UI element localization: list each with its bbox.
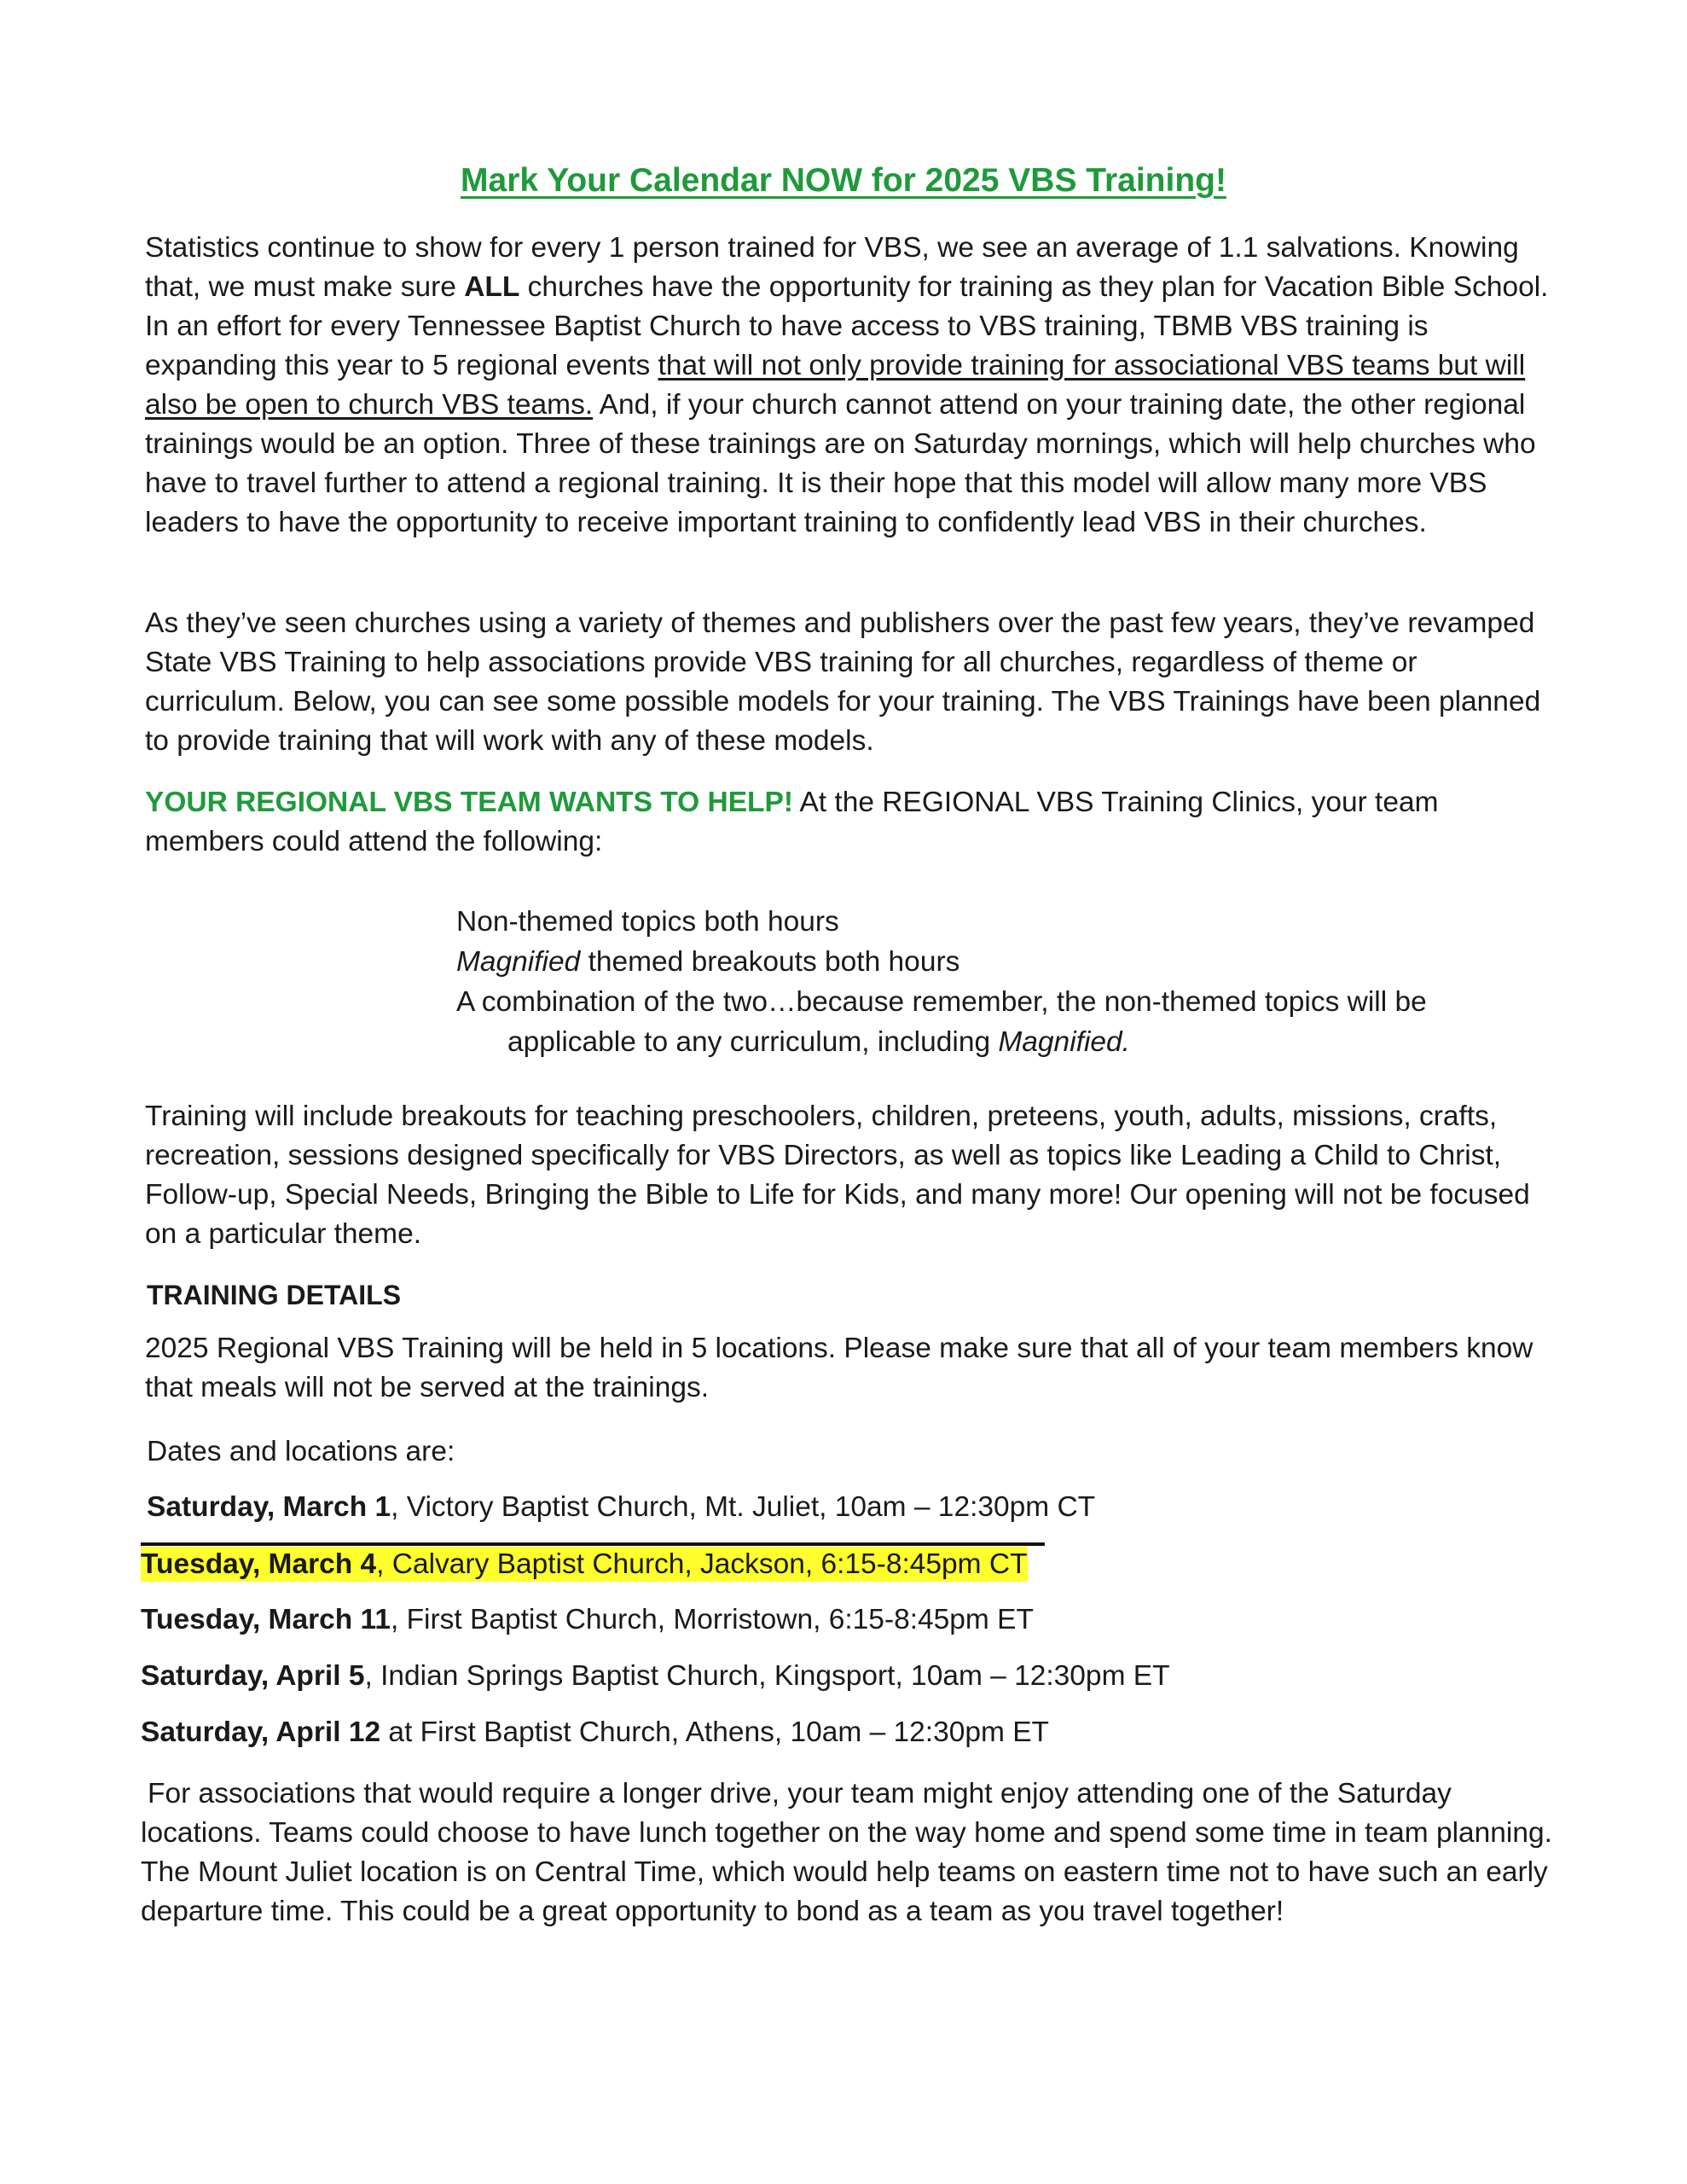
option-item-continued	[456, 1022, 1591, 1062]
event-row-highlighted	[141, 1548, 1028, 1581]
event-location: , Calvary Baptist Church, Jackson, 6:15-8:45pm CT	[376, 1548, 1028, 1580]
option-item: A combination of the two…because remember, the non-themed topics will be	[456, 986, 1427, 1018]
event-date: Tuesday, March 11	[141, 1604, 391, 1635]
team-help-heading: YOUR REGIONAL VBS TEAM WANTS TO HELP!	[145, 787, 793, 818]
themes-paragraph: As they’ve seen churches using a variety of themes and publishers over the past few years, they’ve revamped State VBS Training to help associations provide VBS training for all churches, regardless of theme or curriculum. Below, you can see some possible models for your training. The VBS Trainings have been planned to provide training that will work with any of these models.	[145, 607, 1541, 757]
intro-text-1: Statistics continue to show for every 1 person trained for VBS, we see an average of 1.1 salvations. Knowing that, we must make sure	[145, 232, 1519, 303]
event-row	[141, 1716, 1049, 1749]
intro-text-2: churches have the opportunity for training as they plan for Vacation Bible School. In an effort for every Tennessee Baptist Church to have access to VBS training, TBMB VBS training is expanding this year to 5 regional events	[145, 271, 1549, 381]
event-location: , Victory Baptist Church, Mt. Juliet, 10am – 12:30pm CT	[391, 1491, 1096, 1523]
intro-underlined-text: that will not only provide training for associational VBS teams but will also be open to church VBS teams.	[145, 350, 1526, 421]
highlight-mark	[141, 1547, 1028, 1582]
breakouts-paragraph: Training will include breakouts for teaching preschoolers, children, preteens, youth, adults, missions, crafts, recreation, sessions designed specifically for VBS Directors, as well as topics like Leading a Child to Christ, Follow-up, Special Needs, Bringing the Bible to Life for Kids, and many more! Our opening will not be focused on a particular theme.	[145, 1101, 1530, 1250]
training-details-heading: TRAINING DETAILS	[147, 1280, 402, 1310]
divider-line	[141, 1542, 1045, 1546]
event-date: Saturday, March 1	[147, 1491, 391, 1523]
event-date: Saturday, April 12	[141, 1716, 381, 1748]
event-date: Saturday, April 5	[141, 1660, 365, 1692]
event-date: Tuesday, March 4	[141, 1548, 377, 1580]
option-item	[456, 942, 1591, 982]
option-text: applicable to any curriculum, including	[507, 1026, 999, 1058]
locations-paragraph: 2025 Regional VBS Training will be held in 5 locations. Please make sure that all of your team members know that meals will not be served at the trainings.	[145, 1333, 1533, 1403]
team-help-text: At the REGIONAL VBS Training Clinics, your team members could attend the following:	[145, 787, 1439, 857]
option-magnified-italic: Magnified	[456, 946, 581, 978]
title-text: Mark Your Calendar NOW for 2025 VBS Training!	[461, 162, 1226, 199]
option-magnified-italic: Magnified.	[998, 1026, 1130, 1058]
intro-text-3: And, if your church cannot attend on your training date, the other regional trainings would be an option. Three of these trainings are on Saturday mornings, which will help churches who have to travel further to attend a regional training. It is their hope that this model will allow many more VBS leaders to have the opportunity to receive important training to confidently lead VBS in their churches.	[145, 389, 1536, 538]
closing-paragraph: For associations that would require a longer drive, your team might enjoy attending one of the Saturday locations. Teams could choose to have lunch together on the way home and spend some time in team planning. The Mount Juliet location is on Central Time, which would help teams on eastern time not to have such an early departure time. This could be a great opportunity to bond as a team as you travel together!	[141, 1778, 1552, 1927]
event-location: , First Baptist Church, Morristown, 6:15-8:45pm ET	[390, 1604, 1034, 1635]
intro-paragraph	[145, 229, 1561, 543]
event-row	[141, 1604, 1034, 1636]
option-item: Non-themed topics both hours	[456, 906, 839, 938]
options-list	[456, 902, 1591, 1062]
event-row	[141, 1660, 1170, 1693]
team-help-paragraph	[145, 783, 1561, 862]
event-location: , Indian Springs Baptist Church, Kingsport, 10am – 12:30pm ET	[364, 1660, 1170, 1692]
event-location: at First Baptist Church, Athens, 10am – 12:30pm ET	[380, 1716, 1050, 1748]
event-row	[147, 1491, 1095, 1524]
dates-intro: Dates and locations are:	[147, 1436, 455, 1467]
intro-emphasis-all: ALL	[464, 271, 520, 303]
page-title	[0, 162, 1687, 200]
option-text: themed breakouts both hours	[580, 946, 960, 978]
